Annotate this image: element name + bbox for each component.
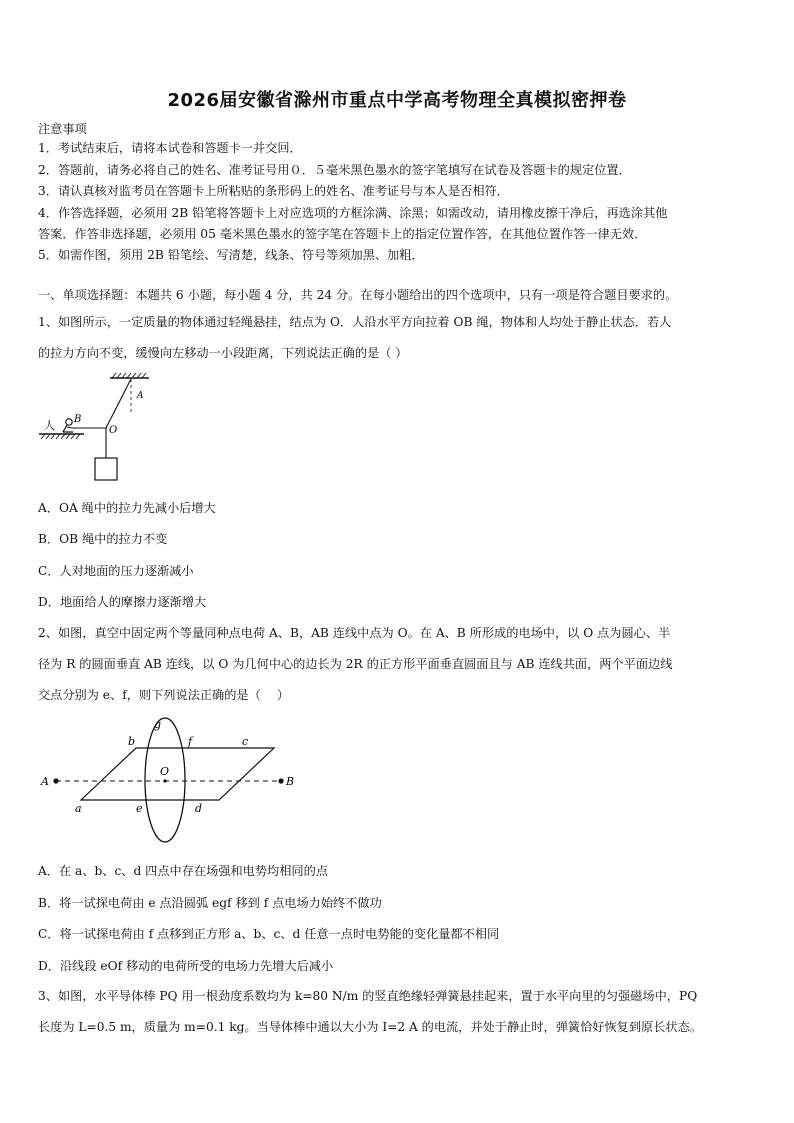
question-2-stem: 2、如图，真空中固定两个等量同种点电荷 A、B，AB 连线中点为 O。在 A、B 所形成的电场中，以 O 点为圆心、半: [38, 626, 671, 640]
question-1-figure: [36, 372, 156, 486]
notice-heading: 注意事项: [38, 122, 87, 136]
figure-label: B: [286, 775, 295, 788]
notice-item: 答案．作答非选择题，必须用 05 毫米黑色墨水的签字笔在答题卡上的指定位置作答，在其他位置作答一律无效．: [38, 227, 647, 241]
figure-label: O: [160, 765, 170, 778]
question-2-option: B．将一试探电荷由 e 点沿圆弧 egf 移到 f 点电场力始终不做功: [38, 896, 382, 910]
question-1-stem: 1、如图所示，一定质量的物体通过轻绳悬挂，结点为 O．人沿水平方向拉着 OB 绳，物体和人均处于静止状态．若人: [38, 315, 672, 329]
question-1-option: C．人对地面的压力逐渐减小: [38, 564, 194, 578]
notice-item: 5．如需作图，须用 2B 铅笔绘、写清楚，线条、符号等须加黑、加粗．: [38, 248, 424, 262]
figure-label: e: [136, 802, 143, 815]
question-2-option: C．将一试探电荷由 f 点移到正方形 a、b、c、d 任意一点时电势能的变化量都不相同: [38, 927, 500, 941]
notice-item: 2．答题前，请务必将自己的姓名、准考证号用０．５毫米黑色墨水的签字笔填写在试卷及答题卡的规定位置．: [38, 163, 631, 177]
question-3-stem: 3、如图，水平导体棒 PQ 用一根劲度系数均为 k=80 N/m 的竖直绝缘轻弹簧悬挂起来，置于水平向里的匀强磁场中，PQ: [38, 989, 698, 1003]
figure-label: d: [195, 802, 203, 815]
question-2-stem: 径为 R 的圆面垂直 AB 连线，以 O 为几何中心的边长为 2R 的正方形平面垂直圆面且与 AB 连线共面，两个平面边线: [38, 657, 673, 671]
question-1-option: A．OA 绳中的拉力先减小后增大: [38, 501, 216, 515]
question-3-stem: 长度为 L=0.5 m，质量为 m=0.1 kg。当导体棒中通以大小为 I=2 A 的电流，并处于静止时，弹簧恰好恢复到原长状态。: [38, 1020, 702, 1034]
figure-label: B: [74, 414, 82, 425]
figure-label: O: [109, 425, 118, 436]
notice-item: 4．作答选择题，必须用 2B 铅笔将答题卡上对应选项的方框涂满、涂黑；如需改动，请用橡皮擦干净后，再选涂其他: [38, 206, 668, 220]
figure-label: b: [128, 735, 136, 748]
question-2-option: D．沿线段 eOf 移动的电荷所受的电场力先增大后减小: [38, 959, 334, 973]
question-2-figure: [36, 714, 306, 850]
figure-label: 人: [44, 419, 55, 432]
figure-label: A: [137, 391, 144, 401]
question-2-option: A．在 a、b、c、d 四点中存在场强和电势均相同的点: [38, 864, 328, 878]
notice-item: 3．请认真核对监考员在答题卡上所粘贴的条形码上的姓名、准考证号与本人是否相符．: [38, 184, 509, 198]
figure-label: f: [188, 735, 193, 748]
figure-label: g: [154, 718, 162, 731]
question-1-stem: 的拉力方向不变，缓慢向左移动一小段距离，下列说法正确的是（ ）: [38, 346, 408, 360]
question-1-option: B．OB 绳中的拉力不变: [38, 532, 168, 546]
page-title: 2026届安徽省滁州市重点中学高考物理全真模拟密押卷: [167, 90, 627, 111]
figure-label: A: [41, 775, 49, 788]
figure-label: c: [242, 735, 249, 748]
notice-item: 1．考试结束后，请将本试卷和答题卡一并交回．: [38, 141, 302, 155]
section-heading: 一、单项选择题：本题共 6 小题，每小题 4 分，共 24 分。在每小题给出的四个选项中，只有一项是符合题目要求的。: [38, 288, 678, 302]
question-1-option: D．地面给人的摩擦力逐渐增大: [38, 595, 207, 609]
question-2-stem: 交点分别为 e、f，则下列说法正确的是（ ）: [38, 688, 290, 702]
figure-label: a: [75, 802, 82, 815]
